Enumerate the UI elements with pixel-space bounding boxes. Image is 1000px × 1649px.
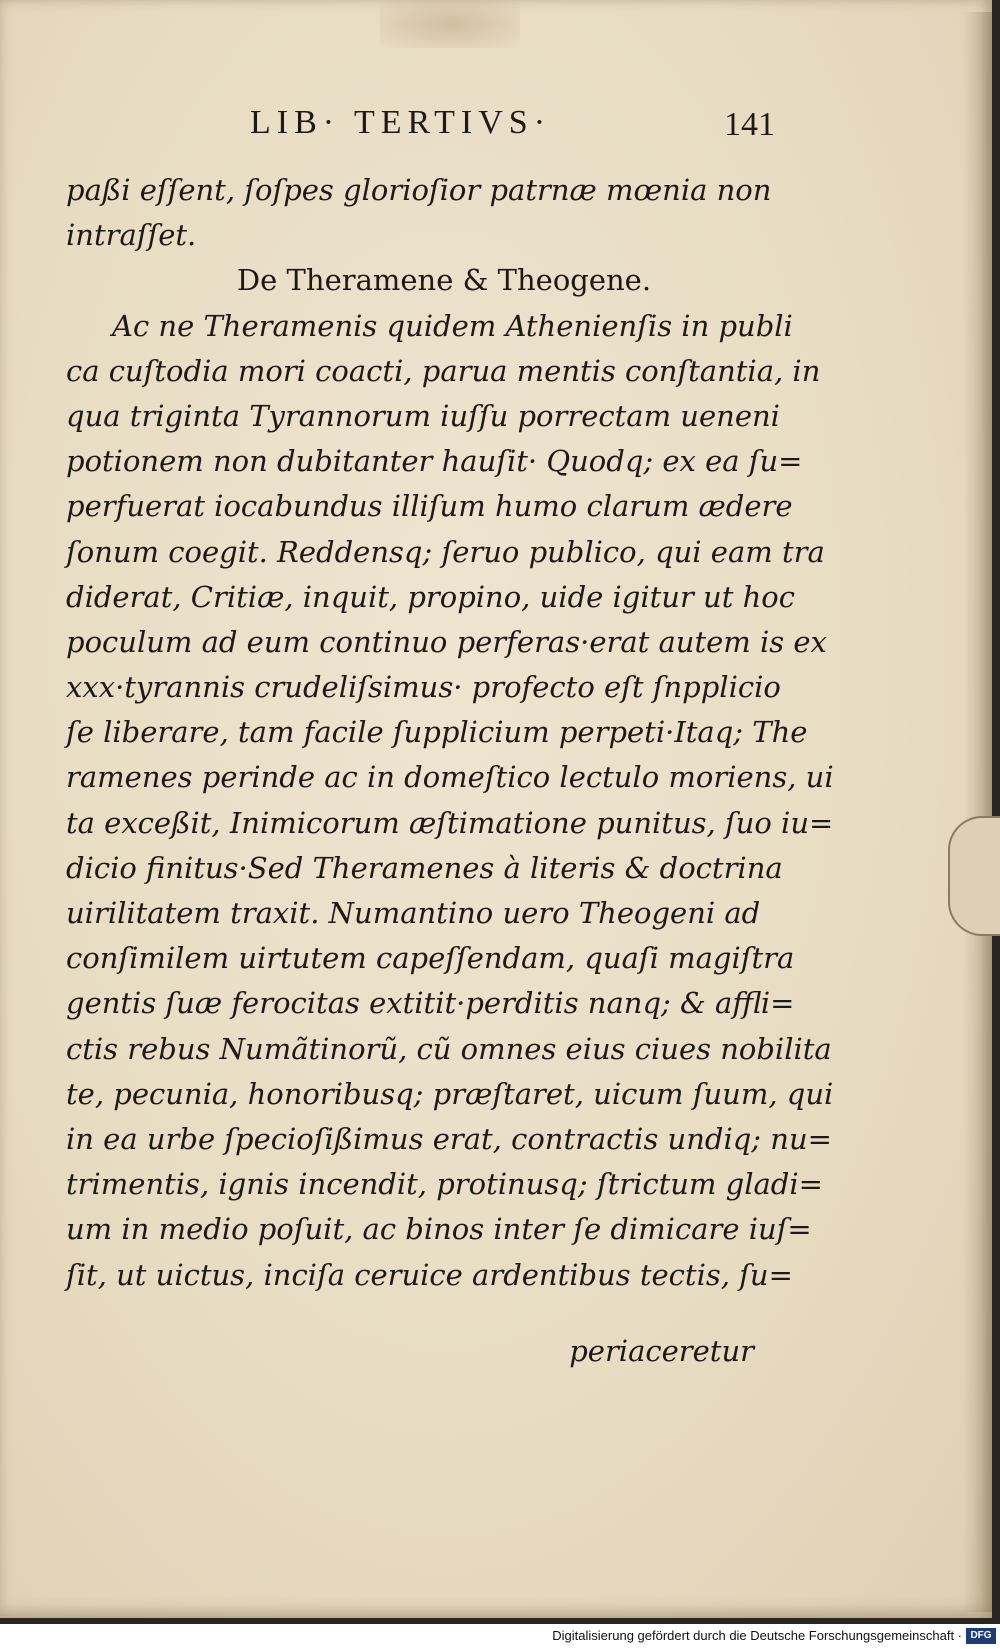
page-tab xyxy=(948,816,1000,936)
text-line: potionem non dubitanter hauſit· Quodq; ex ea ſu= xyxy=(66,444,803,479)
text-line: trimentis, ignis incendit, protinusq; ſtrictum gladi= xyxy=(66,1167,823,1202)
text-line: gentis ſuæ ferocitas extitit·perditis nanq; & affli= xyxy=(66,986,795,1021)
page-edge-shadow xyxy=(962,12,992,1612)
page-stain xyxy=(380,0,520,48)
page-header xyxy=(250,104,790,154)
credit-text: Digitalisierung gefördert durch die Deutsche Forschungsgemeinschaft · xyxy=(552,1628,962,1643)
text-line: ſonum coegit. Reddensq; ſeruo publico, qui eam tra xyxy=(66,534,825,569)
text-line: ca cuſtodia mori coacti, parua mentis conſtantia, in xyxy=(66,353,821,388)
text-line: ſe liberare, tam facile ſupplicium perpeti·Itaq; The xyxy=(66,715,808,750)
text-line: uirilitatem traxit. Numantino uero Theogeni ad xyxy=(66,896,761,930)
catchword: periaceretur xyxy=(569,1334,754,1368)
text-line: Ac ne Theramenis quidem Athenienſis in publi xyxy=(112,308,793,343)
text-line: perfuerat iocabundus illiſum humo clarum ædere xyxy=(66,489,793,524)
running-head: LIB· TERTIVS· xyxy=(250,104,552,141)
text-line: ſit, ut uictus, inciſa ceruice ardentibus tectis, ſu= xyxy=(66,1257,793,1292)
text-line: poculum ad eum continuo perferas·erat autem is ex xyxy=(66,624,827,659)
text-line: diderat, Critiæ, inquit, propino, uide igitur ut hoc xyxy=(66,579,795,614)
text-line: paßi eſſent, ſoſpes glorioſior patrnæ mœnia non xyxy=(66,173,772,207)
text-line: ctis rebus Numãtinorũ, cũ omnes eius ciues nobilita xyxy=(66,1031,832,1066)
text-line: ta exceßit, Inimicorum æſtimatione punitus, ſuo iu= xyxy=(66,805,834,840)
text-line: ramenes perinde ac in domeſtico lectulo moriens, ui xyxy=(66,760,834,795)
page-number: 141 xyxy=(724,106,775,143)
text-line: um in medio poſuit, ac binos inter ſe dimicare iuſ= xyxy=(66,1212,812,1247)
section-heading: De Theramene & Theogene. xyxy=(236,263,652,298)
text-line: qua triginta Tyrannorum iuſſu porrectam ueneni xyxy=(66,398,780,433)
text-line: in ea urbe ſpecioſißimus erat, contractis undiq; nu= xyxy=(66,1121,832,1156)
text-block xyxy=(66,168,834,1298)
text-line: dicio finitus·Sed Theramenes à literis & doctrina xyxy=(66,850,783,885)
dfg-logo: DFG xyxy=(966,1628,996,1644)
text-line: te, pecunia, honoribusq; præſtaret, uicum ſuum, qui xyxy=(66,1076,834,1111)
text-line: intraſſet. xyxy=(66,218,197,253)
credit-bar xyxy=(0,1624,1000,1649)
text-line: conſimilem uirtutem capeſſendam, quaſi magiſtra xyxy=(66,941,795,976)
text-line: xxx·tyrannis crudeliſsimus· profecto eſt ſnpplicio xyxy=(66,670,781,705)
